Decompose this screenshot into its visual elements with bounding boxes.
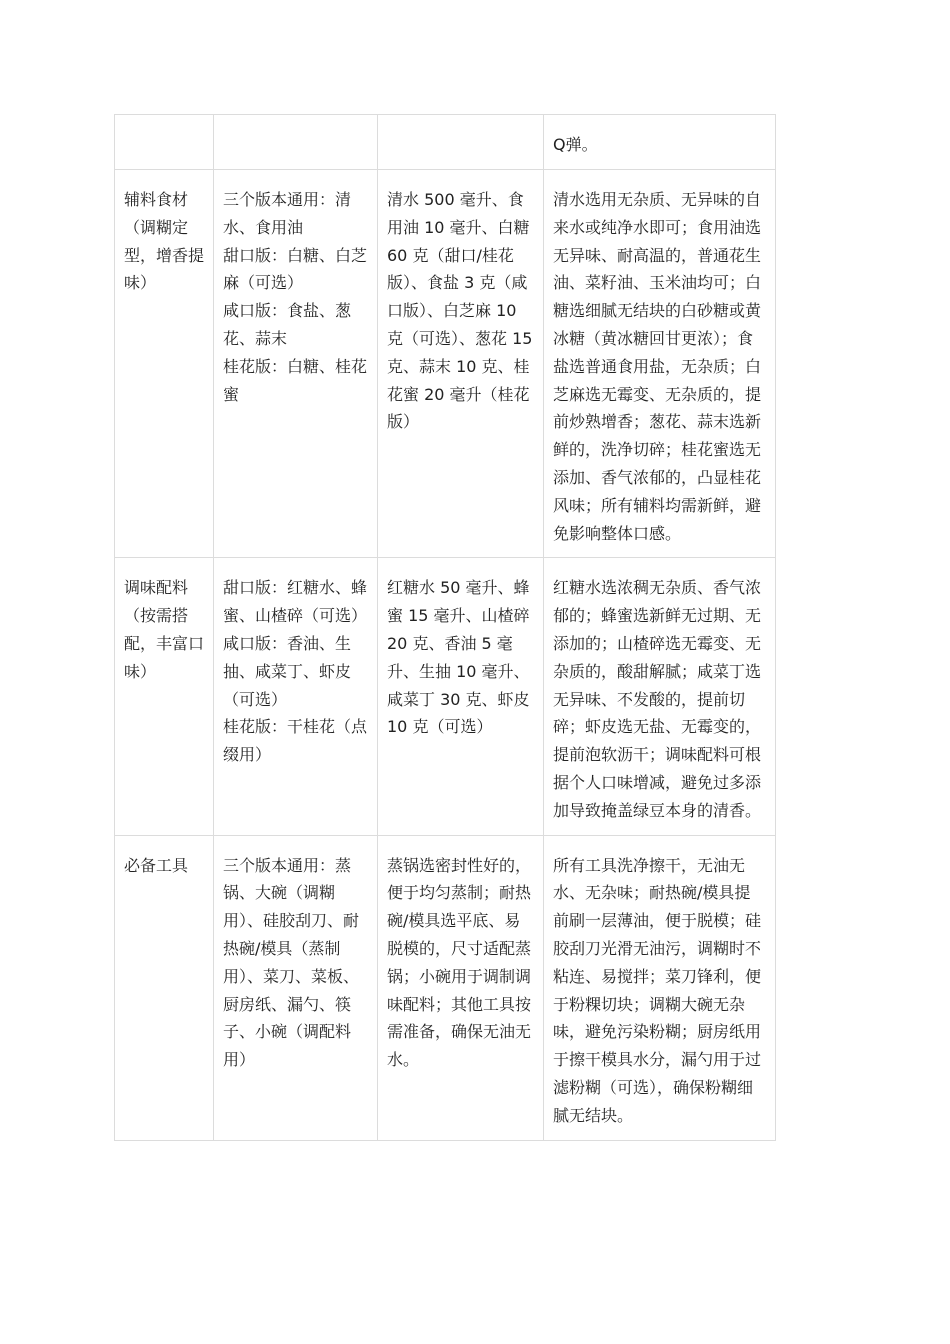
notes-cell: 红糖水选浓稠无杂质、香气浓郁的；蜂蜜选新鲜无过期、无添加的；山楂碎选无霉变、无杂质的，酸甜解腻；咸菜丁选无异味、不发酸的，提前切碎；虾皮选无盐、无霉变的，提前泡软沥干；调味配料可根据个人口味增减，避免过多添加导致掩盖绿豆本身的清香。	[544, 558, 776, 835]
table-row	[115, 115, 776, 170]
category-cell	[115, 115, 214, 170]
amounts-cell: 清水 500 毫升、食用油 10 毫升、白糖 60 克（甜口/桂花版）、食盐 3 克（咸口版）、白芝麻 10 克（可选）、葱花 15 克、蒜末 10 克、桂花蜜 20 毫升（桂花版）	[378, 170, 544, 558]
notes-cell: 所有工具洗净擦干，无油无水、无杂味；耐热碗/模具提前刷一层薄油，便于脱模；硅胶刮刀光滑无油污，调糊时不粘连、易搅拌；菜刀锋利，便于粉粿切块；调糊大碗无杂味，避免污染粉糊；厨房纸用于擦干模具水分，漏勺用于过滤粉糊（可选），确保粉糊细腻无结块。	[544, 835, 776, 1140]
notes-cell: 清水选用无杂质、无异味的自来水或纯净水即可；食用油选无异味、耐高温的，普通花生油、菜籽油、玉米油均可；白糖选细腻无结块的白砂糖或黄冰糖（黄冰糖回甘更浓）；食盐选普通食用盐，无杂质；白芝麻选无霉变、无杂质的，提前炒熟增香；葱花、蒜末选新鲜的，洗净切碎；桂花蜜选无添加、香气浓郁的，凸显桂花风味；所有辅料均需新鲜，避免影响整体口感。	[544, 170, 776, 558]
ingredients-table	[114, 114, 776, 1141]
table-row	[115, 170, 776, 558]
table-row	[115, 558, 776, 835]
items-cell: 三个版本通用：清水、食用油 甜口版：白糖、白芝麻（可选） 咸口版：食盐、葱花、蒜末 桂花版：白糖、桂花蜜	[214, 170, 378, 558]
items-cell: 甜口版：红糖水、蜂蜜、山楂碎（可选） 咸口版：香油、生抽、咸菜丁、虾皮（可选） 桂花版：干桂花（点缀用）	[214, 558, 378, 835]
amounts-cell: 蒸锅选密封性好的，便于均匀蒸制；耐热碗/模具选平底、易脱模的，尺寸适配蒸锅；小碗用于调制调味配料；其他工具按需准备，确保无油无水。	[378, 835, 544, 1140]
items-cell	[214, 115, 378, 170]
notes-cell: Q弹。	[544, 115, 776, 170]
amounts-cell: 红糖水 50 毫升、蜂蜜 15 毫升、山楂碎 20 克、香油 5 毫升、生抽 10 毫升、咸菜丁 30 克、虾皮 10 克（可选）	[378, 558, 544, 835]
table-row	[115, 835, 776, 1140]
category-cell: 必备工具	[115, 835, 214, 1140]
items-cell: 三个版本通用：蒸锅、大碗（调糊用）、硅胶刮刀、耐热碗/模具（蒸制用）、菜刀、菜板、厨房纸、漏勺、筷子、小碗（调配料用）	[214, 835, 378, 1140]
category-cell: 调味配料（按需搭配，丰富口味）	[115, 558, 214, 835]
amounts-cell	[378, 115, 544, 170]
category-cell: 辅料食材（调糊定型，增香提味）	[115, 170, 214, 558]
